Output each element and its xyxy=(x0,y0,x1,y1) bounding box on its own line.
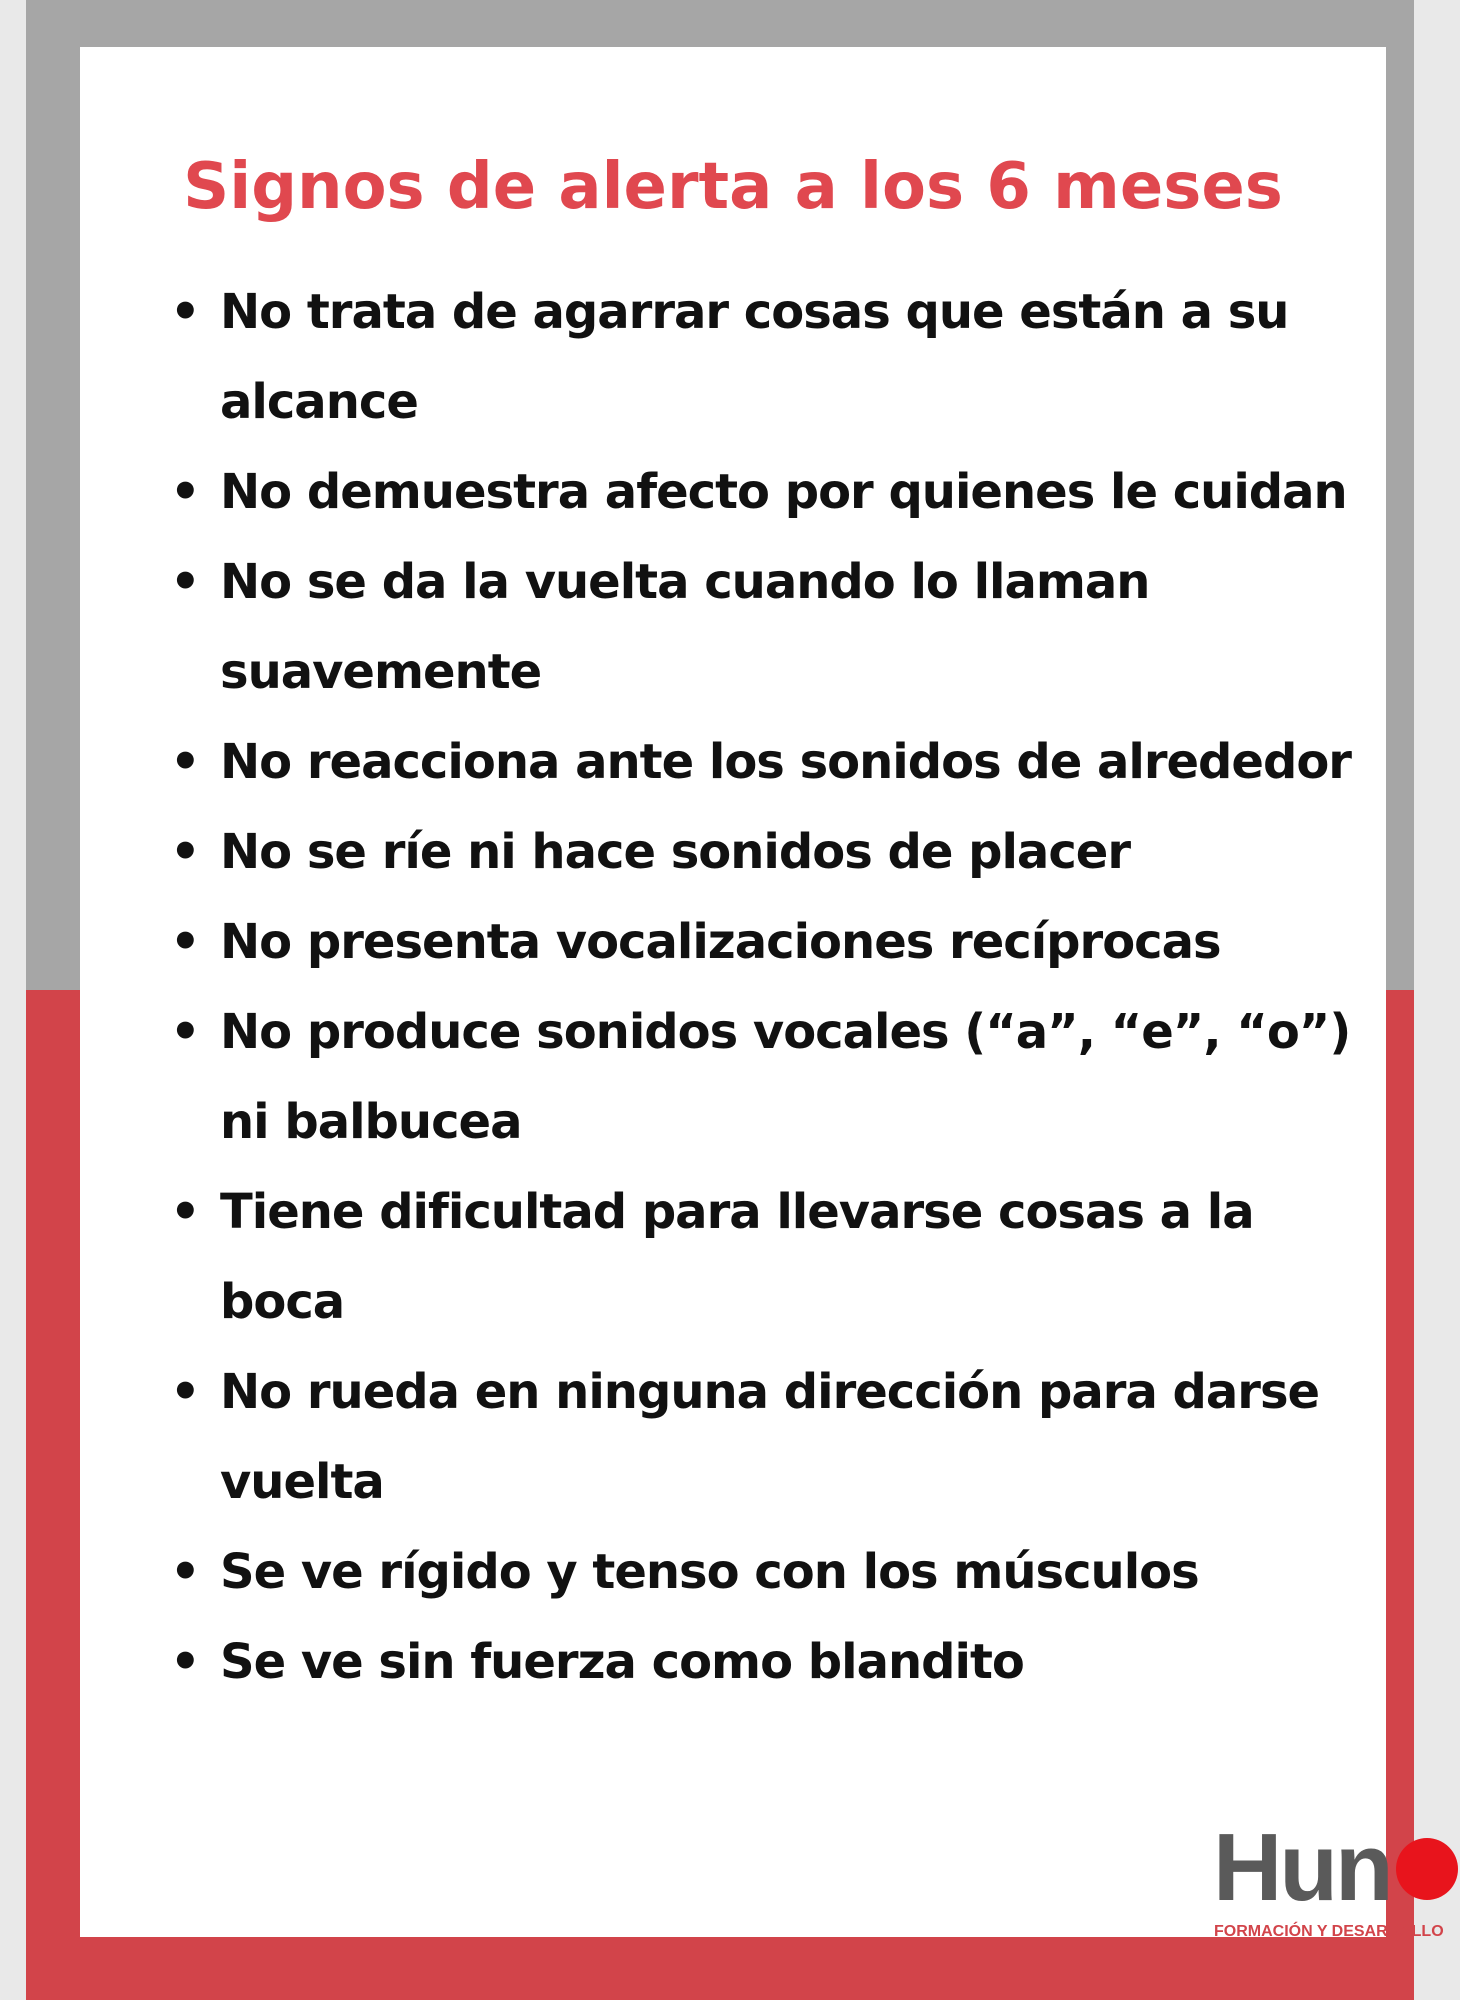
list-item: • No se da la vuelta cuando lo llaman suavemente xyxy=(170,537,1380,717)
list-item: • No trata de agarrar cosas que están a su alcance xyxy=(170,267,1380,447)
list-item: • No se ríe ni hace sonidos de placer xyxy=(170,807,1380,897)
logo-red-dot-icon xyxy=(1396,1838,1458,1900)
list-item: • Tiene dificultad para llevarse cosas a la boca xyxy=(170,1167,1380,1347)
list-item: • Se ve rígido y tenso con los músculos xyxy=(170,1527,1380,1617)
poster-title: Signos de alerta a los 6 meses xyxy=(183,150,1283,224)
list-item: • No produce sonidos vocales (“a”, “e”, “o”) ni balbucea xyxy=(170,987,1380,1167)
list-item: • No presenta vocalizaciones recíprocas xyxy=(170,897,1380,987)
warning-signs-list xyxy=(170,267,1380,1707)
list-item: • No demuestra afecto por quienes le cuidan xyxy=(170,447,1380,537)
list-item: • Se ve sin fuerza como blandito xyxy=(170,1617,1380,1707)
huno-logo xyxy=(1130,1812,1460,1977)
list-item: • No reacciona ante los sonidos de alrededor xyxy=(170,717,1380,807)
logo-tagline: FORMACIÓN Y DESARROLLO xyxy=(1214,1923,1444,1940)
poster-card xyxy=(80,47,1444,1940)
logo-wordmark: Hun xyxy=(1213,1814,1391,1921)
list-item: • No rueda en ninguna dirección para darse vuelta xyxy=(170,1347,1380,1527)
